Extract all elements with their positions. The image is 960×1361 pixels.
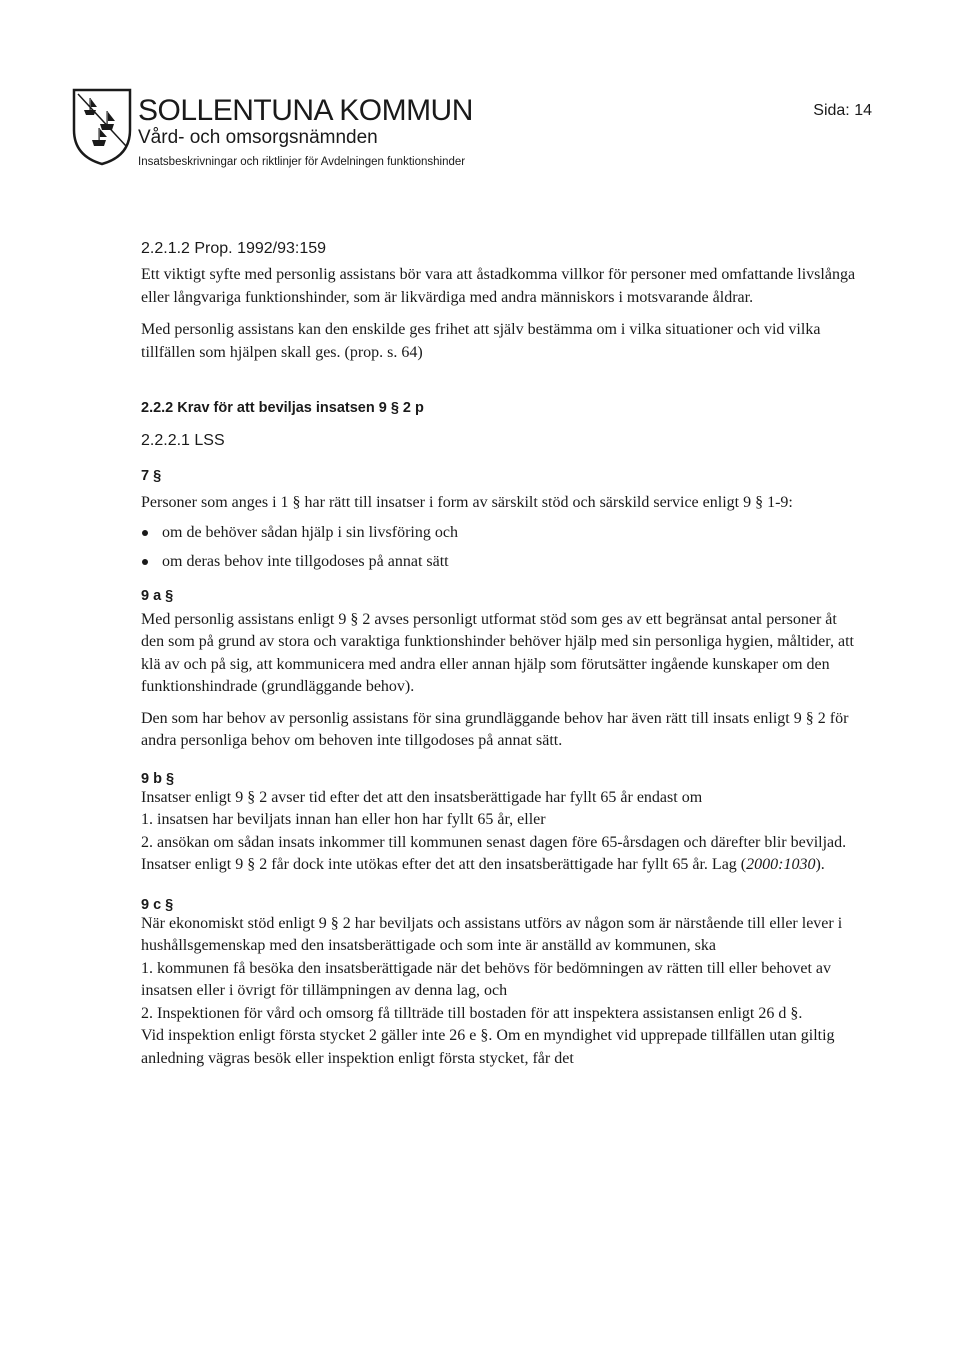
paragraph <box>141 832 861 877</box>
section-heading-2221: 2.2.2.1 LSS <box>141 432 225 449</box>
bullet-icon <box>142 559 148 565</box>
list-item-text: om de behöver sådan hjälp i sin livsföring och <box>162 523 458 541</box>
text-run: 2. ansökan om sådan insats inkommer till kommunen senast dagen före 65-årsdagen och därefter blir beviljad. Insatser enligt 9 § 2 får dock inte utökas efter det att den insatsberättigade har fyllt 65 år. Lag ( <box>141 833 847 873</box>
paragraph: Vid inspektion enligt första stycket 2 gäller inte 26 e §. Om en myndighet vid upprepade tillfällen utan giltig anledning vägras besök eller inspektion enligt första stycket, får det <box>141 1027 835 1067</box>
paragraph-mark-9b: 9 b § <box>141 770 175 787</box>
law-reference: 2000:1030 <box>746 856 816 873</box>
page-header <box>70 86 930 196</box>
paragraph: Insatser enligt 9 § 2 avser tid efter det att den insatsberättigade har fyllt 65 år endast om <box>141 788 703 806</box>
paragraph: 1. kommunen få besöka den insatsberättigade när det behövs för bedömningen av rätten till eller behovet av insatsen eller i övrigt för tillämpningen av denna lag, och <box>141 959 831 999</box>
document-subtitle: Insatsbeskrivningar och riktlinjer för Avdelningen funktionshinder <box>138 156 466 168</box>
paragraph: Den som har behov av personlig assistans för sina grundläggande behov har även rätt till insats enligt 9 § 2 för andra personliga behov om behoven inte tillgodoses på annat sätt. <box>141 709 849 749</box>
paragraph: När ekonomiskt stöd enligt 9 § 2 har beviljats och assistans utförs av någon som är närstående till eller lever i hushållsgemenskap med den insatsberättigade och som inte är anställd av kommunen, ska <box>141 914 843 954</box>
page-number: Sida: 14 <box>813 102 872 119</box>
paragraph: Personer som anges i 1 § har rätt till insatser i form av särskilt stöd och särskild service enligt 9 § 1-9: <box>141 494 793 511</box>
text-run: ). <box>815 856 825 873</box>
organization-name: SOLLENTUNA KOMMUN <box>138 94 473 127</box>
paragraph: 1. insatsen har beviljats innan han eller hon har fyllt 65 år, eller <box>141 811 546 828</box>
section-heading-222: 2.2.2 Krav för att beviljas insatsen 9 § 2 p <box>141 400 424 416</box>
list-item <box>141 551 861 573</box>
paragraph-mark-7: 7 § <box>141 468 162 484</box>
list-item-text: om deras behov inte tillgodoses på annat sätt <box>162 552 449 570</box>
municipal-crest-icon <box>70 86 134 166</box>
paragraph: 2. Inspektionen för vård och omsorg få tillträde till bostaden för att inspektera assistansen enligt 26 d §. <box>141 1004 803 1022</box>
paragraph: Ett viktigt syfte med personlig assistans bör vara att åstadkomma villkor för personer med omfattande livslånga eller långvariga funktionshinder, som är likvärdiga med andra människors i motsvarande åldrar. <box>141 266 856 306</box>
committee-name: Vård- och omsorgsnämnden <box>138 127 378 148</box>
bullet-icon <box>142 530 148 536</box>
section-heading-2212: 2.2.1.2 Prop. 1992/93:159 <box>141 240 327 257</box>
paragraph: Med personlig assistans kan den enskilde ges frihet att själv bestämma om i vilka situationer och vid vilka tillfällen som hjälpen skall ges. (prop. s. 64) <box>141 321 821 361</box>
paragraph: Med personlig assistans enligt 9 § 2 avses personligt utformat stöd som ges av ett begränsat antal personer åt den som på grund av stora och varaktiga funktionshinder behöver hjälp med sin personliga hygien, måltider, att klä av och på sig, att kommunicera med andra eller annan hjälp som förutsätter ingående kunskaper om den funktionshindrade (grundläggande behov). <box>141 610 854 695</box>
list-item <box>141 522 861 544</box>
paragraph-mark-9c: 9 c § <box>141 896 174 913</box>
document-body <box>141 240 861 1070</box>
bullet-list <box>141 522 861 573</box>
paragraph-mark-9a: 9 a § <box>141 587 174 604</box>
